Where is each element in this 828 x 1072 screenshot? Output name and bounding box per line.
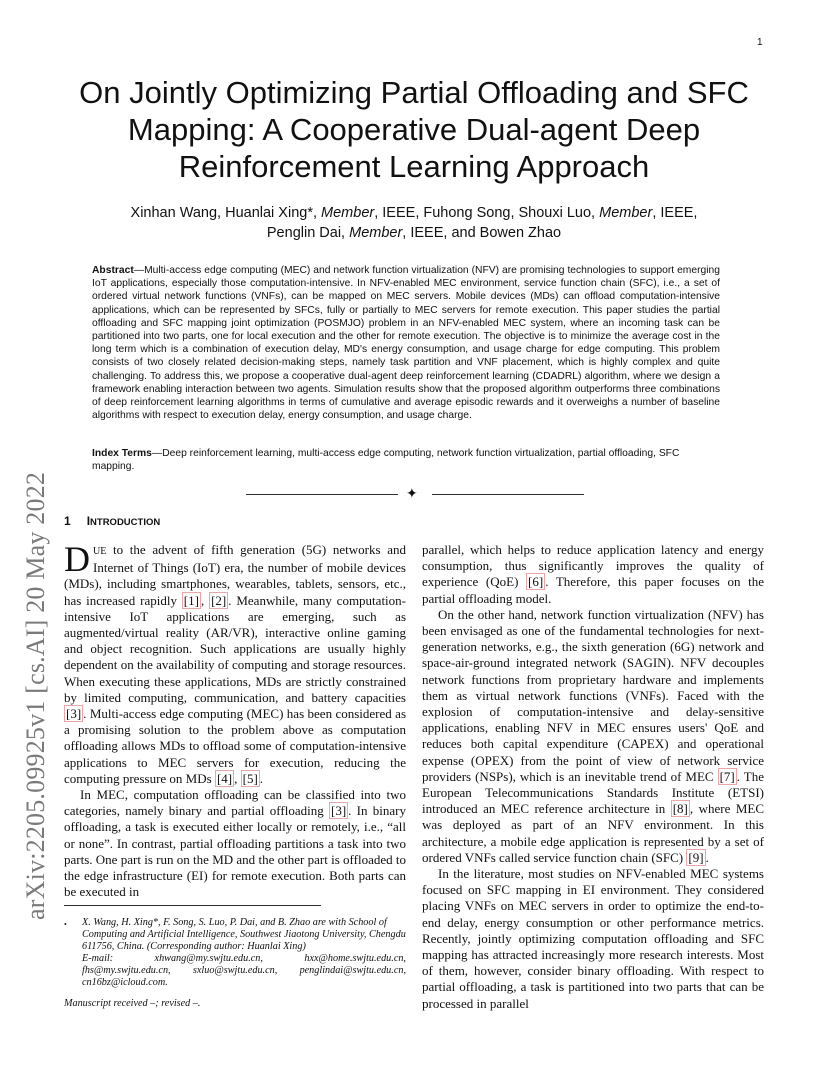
text: In the literature, most studies on NFV-enabled MEC systems focused on SFC mapping in EI environment. They considered placing VNFs on MEC servers in order to optimize the end-to-end delay, energy consumption or other performance metrics. Recently, jointly optimizing computation offloading and SFC mapping has attracted increasingly more research interests. Most of them, however, consider binary offloading. With respect to partial offloading, a task is partitioned into two parts that can be processed in parallel (422, 866, 764, 1011)
member-tag: Member (599, 205, 653, 221)
text: . In binary offloading, a task is executed either locally or remotely, i.e., “all or none”. In contrast, partial offloading partitions a task into two parts. One part is run on the MD and the other part is offloaded to the edge infrastructure (EI) for remote execution. Both parts can be executed in (64, 803, 407, 900)
text: , (234, 770, 241, 786)
section-divider (246, 487, 584, 501)
bullet-icon: • (64, 920, 67, 929)
authors-line1-b: , IEEE, Fuhong Song, Shouxi Luo, (374, 205, 600, 221)
section-number: 1 (64, 514, 71, 528)
member-tag: Member (321, 205, 375, 221)
paragraph (422, 542, 764, 607)
text: . The European Telecommunications Standards Institute (ETSI) introduced an MEC reference architecture in (422, 768, 764, 817)
section-title-rest: NTRODUCTION (90, 517, 161, 528)
citation-link[interactable]: [3] (330, 803, 347, 819)
citation-link[interactable]: [2] (211, 592, 227, 608)
member-tag: Member (349, 225, 403, 241)
text: In MEC, computation offloading can be classified into two categories, namely binary and partial offloading (64, 787, 406, 819)
citation-link[interactable]: [9] (688, 849, 704, 865)
email-link[interactable]: cn16bz@icloud.com. (82, 977, 168, 988)
paper-title: On Jointly Optimizing Partial Offloading and SFC Mapping: A Cooperative Dual-agent Deep Reinforcement Learning Approach (79, 75, 749, 184)
text: . (259, 770, 264, 786)
citation-link[interactable]: [5] (242, 770, 258, 786)
email-link[interactable]: hxx@home.swjtu.edu.cn, (304, 953, 406, 964)
affiliation-footnote (64, 917, 406, 989)
authors-line2-b: , IEEE, and Bowen Zhao (402, 225, 562, 241)
paragraph (422, 607, 764, 866)
manuscript-note: Manuscript received –; revised –. (64, 998, 201, 1009)
divider-line-left (246, 494, 398, 495)
citation-link[interactable]: [3] (66, 706, 82, 722)
abstract (92, 264, 720, 422)
paragraph (422, 866, 764, 1012)
email-label: E-mail: (82, 953, 114, 964)
section-title-initial: I (86, 514, 91, 528)
abstract-label: Abstract (92, 265, 134, 276)
abstract-text: —Multi-access edge computing (MEC) and network function virtualization (NFV) are promising technologies to support emerging IoT applications, especially those computation-intensive. In NFV-enabled MEC environment, service function chain (SFC), i.e., a set of ordered virtual network functions (VNFs), can be mapped on MEC servers. Mobile devices (MDs) can offload computation-intensive applications, which can be represented by SFCs, fully or partially to MEC servers for remote execution. This paper studies the partial offloading and SFC mapping joint optimization (POSMJO) problem in an NFV-enabled MEC system, where an incoming task can be partitioned into two parts, one for local execution and the other for remote execution. The objective is to minimize the average cost in the long term which is a combination of execution delay, MD's energy consumption, and usage charge for edge computing. This problem consists of two closely related decision-making steps, namely task partition and VNF placement, which is highly complex and quite challenging. To address this, we propose a cooperative dual-agent deep reinforcement learning (CDADRL) algorithm, where we design a framework enabling interaction between two agents. Simulation results show that the proposed algorithm outperforms three combinations of deep reinforcement learning algorithms in terms of cumulative and average episodic rewards and it overweighs a number of baseline algorithms with respect to execution delay, energy consumption, and usage charge. (92, 265, 720, 422)
text: . (705, 849, 709, 865)
text: On the other hand, network function virtualization (NFV) has been envisaged as one of the fundamental technologies for next-generation networks, e.g., the sixth generation (6G) network and space-air-ground integrated network (SAGIN). NFV decouples network functions from proprietary hardware and implements them as virtual network functions (VNFs). Faced with the explosion of computation-intensive and delay-sensitive applications, enabling NFV in MEC ensures users' QoE and reduces both capital expenditure (CAPEX) and operational expense (OPEX) from the point of view of network service providers (NSPs), which is an inevitable trend of MEC (422, 606, 764, 784)
small-caps: UE (93, 546, 107, 557)
authors-line2-a: Penglin Dai, (266, 225, 350, 241)
text: to the advent of fifth generation (5G) networks and Internet of Things (IoT) era, the number of mobile devices (MDs), including smartphones, wearables, tablets, sensors, etc., has increased rapidly (64, 542, 406, 608)
text: . Multi-access edge computing (MEC) has been considered as a promising solution to the problem above as computation offloading allows MDs to offload some of computation-intensive applications to MEC servers for execution, reducing the computing pressure on MDs (64, 706, 406, 786)
email-link[interactable]: fhs@my.swjtu.edu.cn, (82, 965, 171, 976)
footnote-rule (64, 905, 321, 906)
right-column (422, 542, 764, 1012)
authors-line1-c: , IEEE, (652, 205, 698, 221)
affiliation-text: X. Wang, H. Xing*, F. Song, S. Luo, P. Dai, and B. Zhao are with School of Computing and Artificial Intelligence, Southwest Jiaotong University, Chengdu 611756, China. (Corresponding author: Huanlai Xing) (82, 917, 406, 952)
text: . Meanwhile, many computation-intensive IoT applications are emerging, such as augmented/virtual reality (AR/VR), interactive online gaming and object recognition. Such applications are usually highly dependent on the availability of computing and storage resources. When executing these applications, MDs are strictly constrained by limited computing, communication, and battery capacities (64, 592, 406, 705)
section-heading (64, 514, 160, 528)
authors-line1-a: Xinhan Wang, Huanlai Xing*, (130, 205, 322, 221)
citation-link[interactable]: [7] (719, 768, 735, 784)
citation-link[interactable]: [4] (216, 770, 233, 786)
email-link[interactable]: sxluo@swjtu.edu.cn, (192, 965, 278, 976)
email-link[interactable]: xhwang@my.swjtu.edu.cn, (154, 953, 263, 964)
author-list (60, 203, 768, 243)
text: , (200, 592, 210, 608)
index-terms-label: Index Terms (92, 448, 152, 459)
citation-link[interactable]: [6] (528, 574, 544, 590)
text: . Therefore, this paper focuses on the partial offloading model. (422, 574, 765, 606)
index-terms (92, 447, 720, 473)
citation-link[interactable]: [1] (183, 592, 199, 608)
arxiv-identifier-stamp: arXiv:2205.09925v1 [cs.AI] 20 May 2022 (21, 471, 50, 920)
paragraph (64, 539, 406, 787)
left-column (64, 539, 407, 900)
index-terms-text: —Deep reinforcement learning, multi-access edge computing, network function virtualization, partial offloading, SFC mapping. (92, 448, 680, 473)
divider-line-right (432, 494, 584, 495)
page-number: 1 (757, 37, 763, 48)
paragraph (64, 787, 406, 900)
email-link[interactable]: penglindai@swjtu.edu.cn, (299, 965, 406, 976)
text: parallel, which helps to reduce application latency and energy consumption, thus significantly improves the quality of experience (QoE) (422, 542, 764, 590)
drop-cap: D (64, 539, 90, 579)
text: , where MEC was deployed as part of an NFV environment. In this architecture, a mobile edge application is represented by a set of ordered VNFs called service function chain (SFC) (422, 801, 764, 865)
citation-link[interactable]: [8] (672, 801, 688, 817)
diamond-star-icon: ✦ (406, 485, 418, 501)
